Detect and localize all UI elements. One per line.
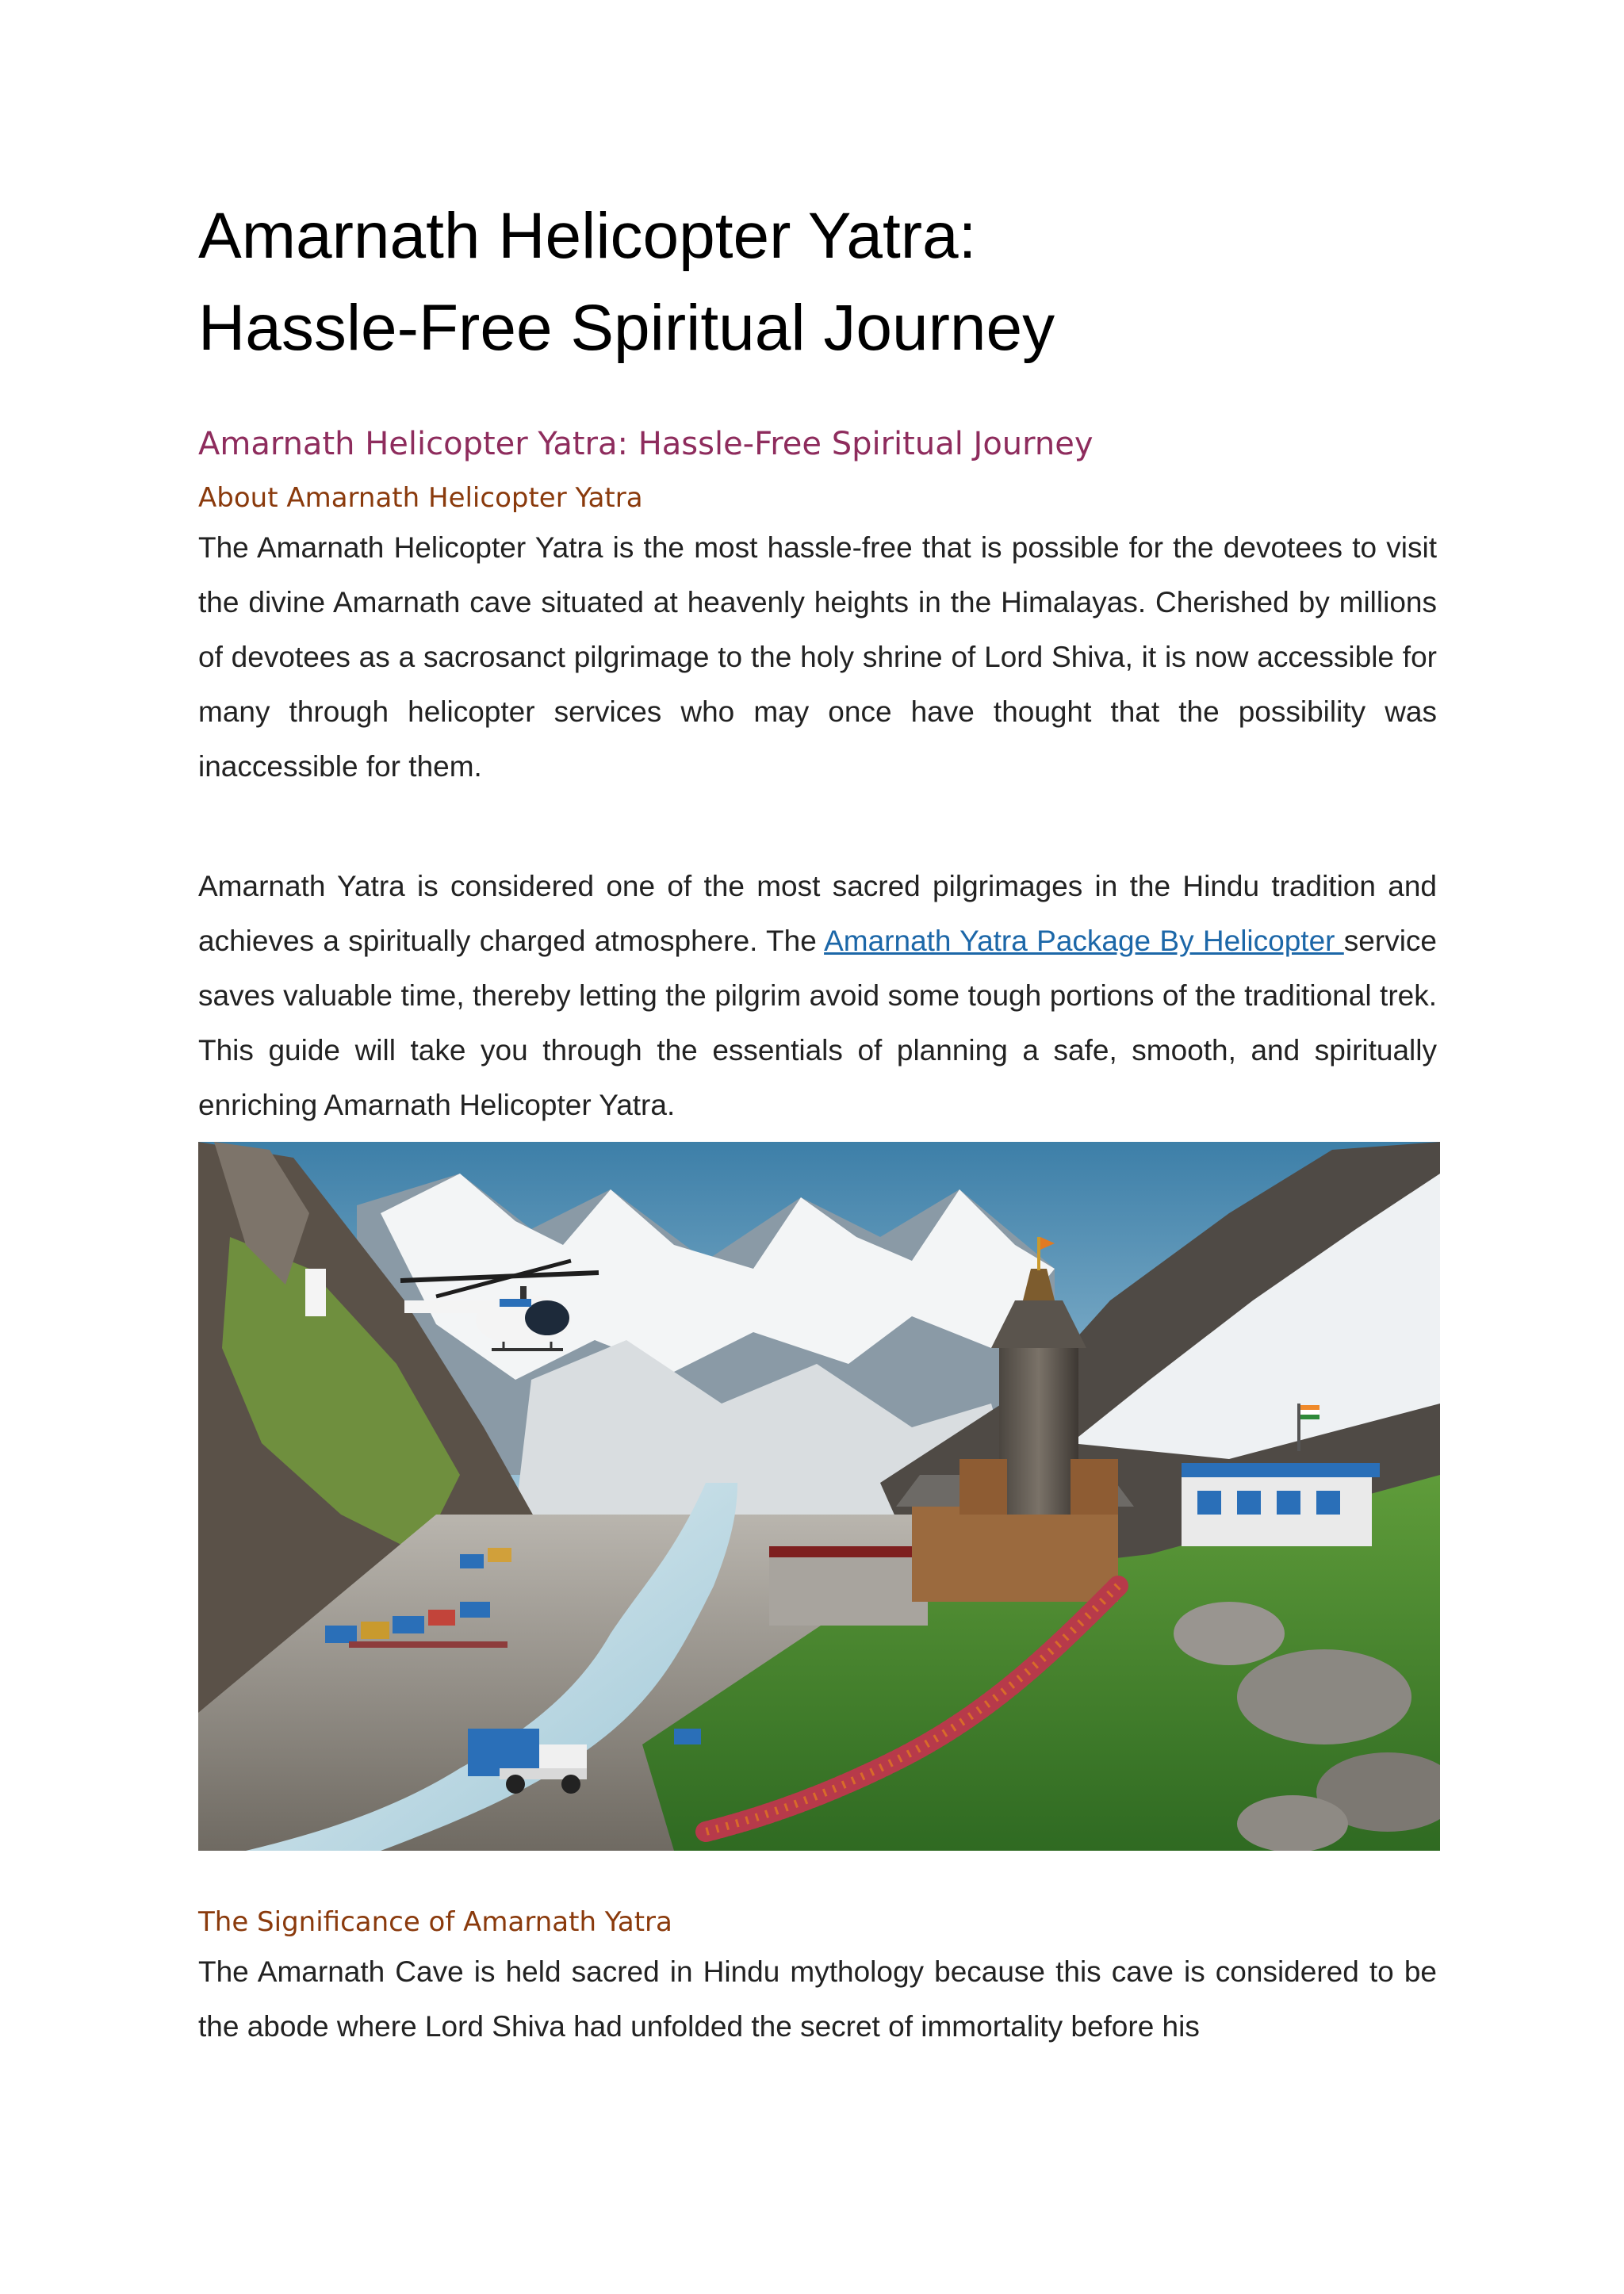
paragraph-about-2-text-after: service saves valuable time, thereby letting the pilgrim avoid some tough portions of the traditional trek. This guide will take you through the essentials of planning a safe, smooth, and spiritually enriching Amarnath Helicopter Yatra.	[198, 925, 1437, 1121]
section-heading-about: About Amarnath Helicopter Yatra	[198, 482, 643, 514]
document-page	[198, 190, 1437, 2054]
paragraph-about-1: The Amarnath Helicopter Yatra is the most hassle-free that is possible for the devotees to visit the divine Amarnath cave situated at heavenly heights in the Himalayas. Cherished by millions of devotees as a sacrosanct pilgrimage to the holy shrine of Lord Shiva, it is now accessible for many through helicopter services who may once have thought that the possibility was inaccessible for them.	[198, 531, 1437, 783]
paragraph-significance-1: The Amarnath Cave is held sacred in Hindu mythology because this cave is considered to be the abode where Lord Shiva had unfolded the secret of immortality before his	[198, 1955, 1437, 2043]
section-heading-significance: The Significance of Amarnath Yatra	[198, 1906, 672, 1938]
section-significance	[198, 1903, 1437, 2054]
mountain-temple-helicopter-illustration	[198, 1142, 1440, 1851]
document-title	[198, 190, 1437, 374]
paragraph-spacer	[198, 794, 1437, 859]
document-subtitle: Amarnath Helicopter Yatra: Hassle-Free Spiritual Journey	[198, 426, 1094, 462]
title-line-2: Hassle-Free Spiritual Journey	[198, 292, 1055, 364]
paragraph-about-2	[198, 859, 1437, 1132]
helicopter-package-link[interactable]: Amarnath Yatra Package By Helicopter	[824, 925, 1344, 957]
paragraph-about-2-text-before: Amarnath Yatra is considered one of the most sacred pilgrimages in the Hindu tradition and achieves a spiritually charged atmosphere. The	[198, 870, 1437, 957]
title-line-1: Amarnath Helicopter Yatra:	[198, 200, 977, 272]
small-tent	[674, 1729, 701, 1744]
hero-image	[198, 1142, 1440, 1851]
